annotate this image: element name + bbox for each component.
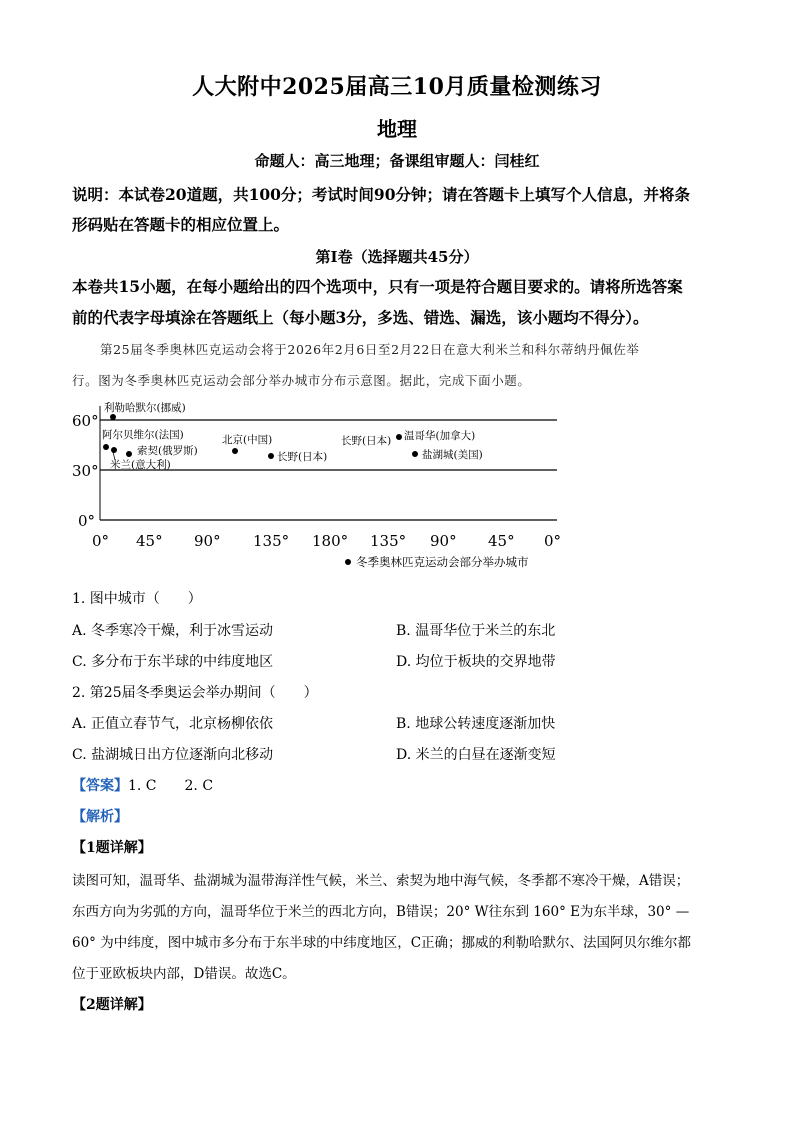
city-label-salt-lake-city: 盐湖城(美国) xyxy=(422,449,483,461)
city-dot-beijing xyxy=(232,448,238,454)
city-label-milan: 米兰(意大利) xyxy=(110,459,171,471)
city-label-vancouver: 温哥华(加拿大) xyxy=(404,430,476,442)
q1-option-b: B. 温哥华位于米兰的东北 xyxy=(396,623,556,639)
q1-option-d: D. 均位于板块的交界地带 xyxy=(396,654,556,670)
q2-option-b: B. 地球公转速度逐渐加快 xyxy=(396,716,556,732)
x-tick-0: 0° xyxy=(92,532,110,550)
q2-option-c: C. 盐湖城日出方位逐渐向北移动 xyxy=(72,747,274,763)
host-cities-map xyxy=(72,396,572,576)
instructions-line-1: 本卷共15小题，在每小题给出的四个选项中，只有一项是符合题目要求的。请将所选答案 xyxy=(72,277,683,296)
x-tick-45e: 45° xyxy=(136,532,163,550)
city-label-beijing: 北京(中国) xyxy=(222,434,273,446)
section-title: 第Ⅰ卷（选择题共45分） xyxy=(315,248,479,266)
detail1-line-3: 60° 为中纬度，图中城市多分布于东半球的中纬度地区，C正确；挪威的利勒哈默尔、法国阿贝尔维尔都 xyxy=(72,935,692,951)
city-dot-nagano xyxy=(268,453,274,459)
map-legend: 冬季奥林匹克运动会部分举办城市 xyxy=(356,555,529,569)
detail1-line-1: 读图可知，温哥华、盐湖城为温带海洋性气候，米兰、索契为地中海气候，冬季都不寒冷干燥，A错误； xyxy=(72,873,690,889)
city-dot-albertville xyxy=(103,444,109,450)
y-tick-30: 30° xyxy=(72,462,99,480)
y-tick-0: 0° xyxy=(78,512,96,530)
detail2-label: 【2题详解】 xyxy=(72,997,152,1013)
legend-dot xyxy=(345,559,351,565)
q2-option-d: D. 米兰的白昼在逐渐变短 xyxy=(396,747,556,763)
city-label-sochi: 索契(俄罗斯) xyxy=(137,445,198,457)
q1-option-c: C. 多分布于东半球的中纬度地区 xyxy=(72,654,274,670)
q1-option-a: A. 冬季寒冷干燥，利于冰雪运动 xyxy=(72,623,274,639)
answer-label: 【答案】 xyxy=(72,778,128,794)
city-label-lillehammer: 利勒哈默尔(挪威) xyxy=(104,402,186,414)
exam-title: 人大附中2025届高三10月质量检测练习 xyxy=(192,74,602,100)
answer-values: 1. C 2. C xyxy=(128,778,214,794)
answer-line xyxy=(72,775,213,795)
q2-option-a: A. 正值立春节气，北京杨柳依依 xyxy=(72,716,274,732)
city-label-nagano-2: 长野(日本) xyxy=(341,435,392,447)
q2-stem: 2. 第25届冬季奥运会举办期间（ ） xyxy=(72,685,318,701)
x-tick-90w: 90° xyxy=(430,532,457,550)
city-dot-lillehammer xyxy=(110,414,116,420)
city-label-nagano: 长野(日本) xyxy=(277,451,328,463)
city-dot-salt-lake-city xyxy=(412,451,418,457)
notes-line-1: 说明：本试卷20道题，共100分；考试时间90分钟；请在答题卡上填写个人信息，并将条 xyxy=(72,185,690,204)
x-tick-0-end: 0° xyxy=(544,532,562,550)
authors-line: 命题人：高三地理；备课组审题人：闫桂红 xyxy=(254,152,540,170)
q1-stem: 1. 图中城市（ ） xyxy=(72,591,202,607)
x-tick-90e: 90° xyxy=(194,532,221,550)
x-tick-180: 180° xyxy=(312,532,349,550)
detail1-line-4: 位于亚欧板块内部，D错误。故选C。 xyxy=(72,966,296,982)
subject-title: 地理 xyxy=(377,117,417,141)
city-label-albertville: 阿尔贝维尔(法国) xyxy=(102,429,184,441)
detail1-label: 【1题详解】 xyxy=(72,840,152,856)
city-dot-sochi xyxy=(126,451,132,457)
context-line-2: 行。图为冬季奥林匹克运动会部分举办城市分布示意图。据此，完成下面小题。 xyxy=(72,373,531,388)
x-tick-45w: 45° xyxy=(488,532,515,550)
city-dot-vancouver xyxy=(396,434,402,440)
x-tick-135e: 135° xyxy=(253,532,290,550)
instructions-line-2: 前的代表字母填涂在答题纸上（每小题3分，多选、错选、漏选，该小题均不得分）。 xyxy=(72,308,649,327)
detail1-line-2: 东西方向为劣弧的方向，温哥华位于米兰的西北方向，B错误；20° W往东到 160° E为东半球，30° — xyxy=(72,904,690,920)
x-tick-135w: 135° xyxy=(370,532,407,550)
notes-line-2: 形码贴在答题卡的相应位置上。 xyxy=(72,215,290,234)
context-line-1: 第25届冬季奥林匹克运动会将于2026年2月6日至2月22日在意大利米兰和科尔蒂纳丹佩佐举 xyxy=(100,342,640,357)
analysis-label: 【解析】 xyxy=(72,809,128,825)
city-dot-milan xyxy=(111,447,117,453)
y-tick-60: 60° xyxy=(72,412,99,430)
